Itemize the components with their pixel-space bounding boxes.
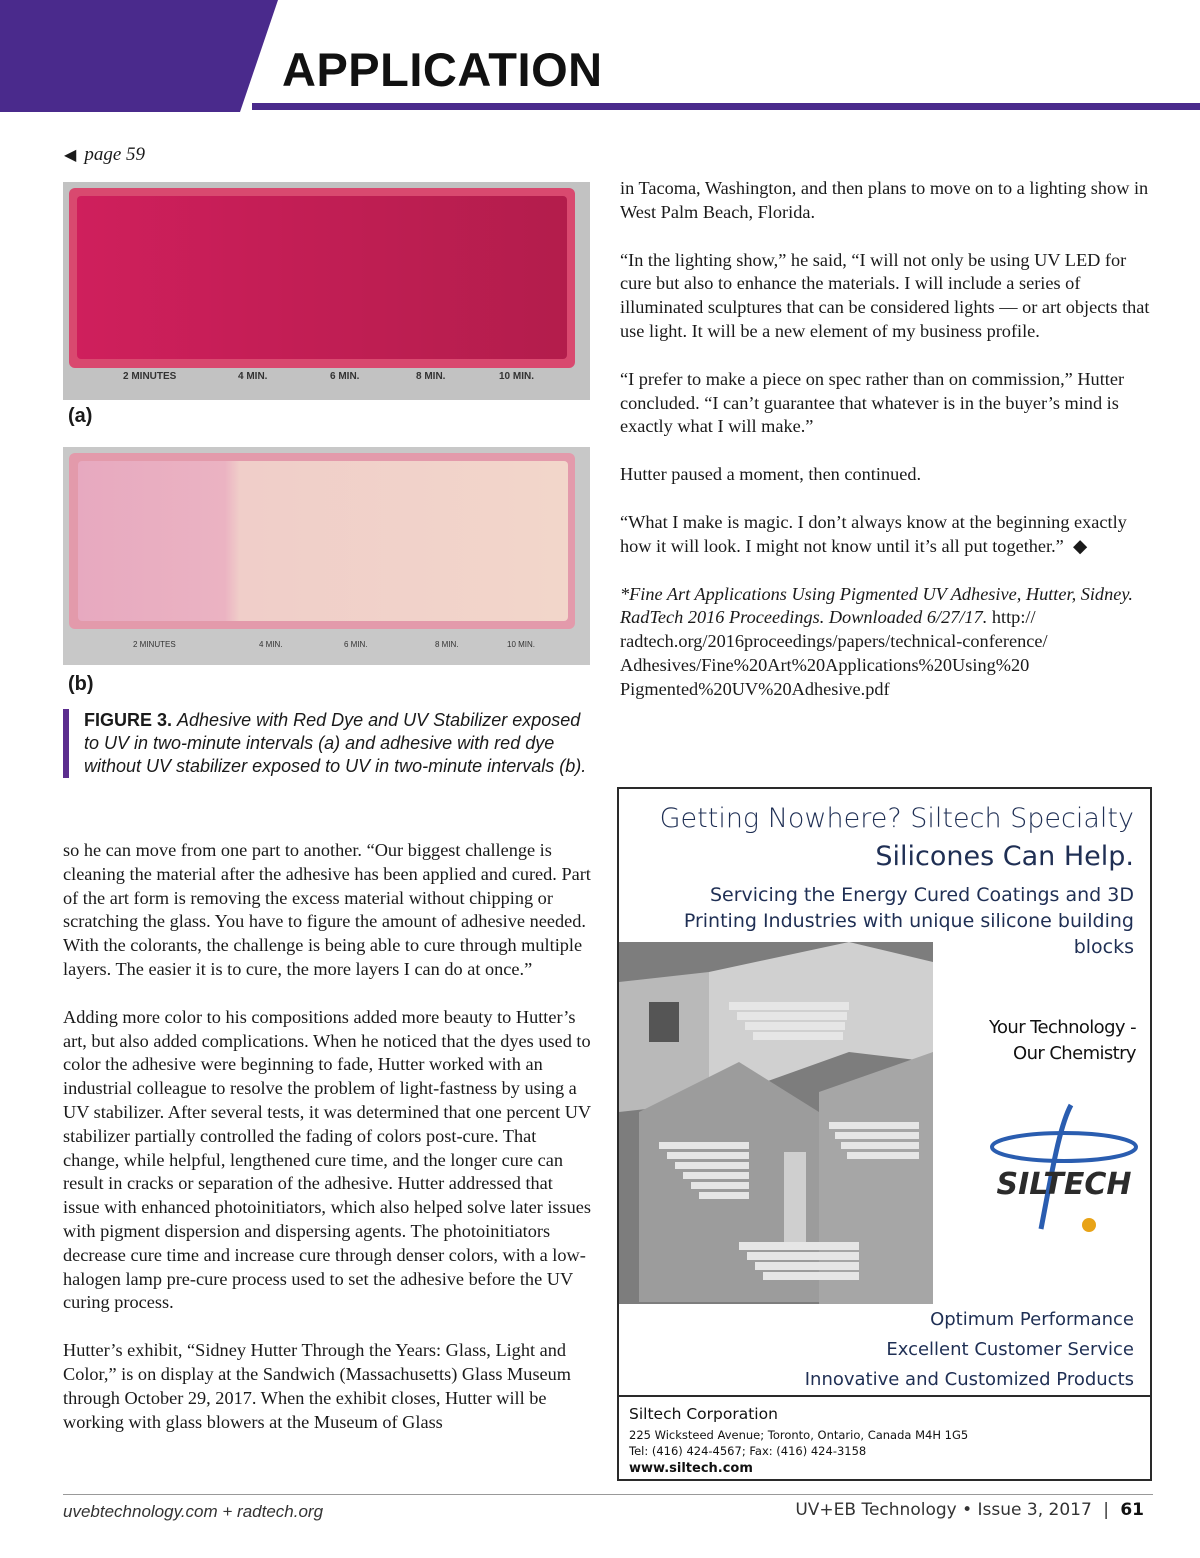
back-arrow-icon: ◀ xyxy=(64,147,77,164)
siltech-advertisement[interactable] xyxy=(617,787,1152,1481)
siltech-logo xyxy=(989,1097,1139,1237)
feature-item: Excellent Customer Service xyxy=(886,1339,1134,1360)
section-title: APPLICATION xyxy=(282,43,603,96)
footer-websites[interactable]: uvebtechnology.com + radtech.org xyxy=(63,1502,324,1521)
paragraph: so he can move from one part to another. “Our biggest challenge is cleaning the material after the adhesive has been applied and cured. Part of the art form is removing the excess material without chipping or scratching the glass. You have to figure the amount of adhesive needed. With the colorants, the challenge is being able to cure through multiple layers. The easier it is to cure, the more layers I can do at once.” xyxy=(63,840,591,979)
paragraph: Hutter paused a moment, then continued. xyxy=(620,464,922,485)
footer-publication xyxy=(795,1500,1144,1520)
footer-separator: | xyxy=(1103,1500,1109,1520)
ad-subhead: Servicing the Energy Cured Coatings and 3D Printing Industries with unique silicone building blocks xyxy=(683,884,1134,958)
company-name: Siltech Corporation xyxy=(629,1405,778,1423)
page-number: 61 xyxy=(1120,1500,1144,1520)
paragraph: “In the lighting show,” he said, “I will not only be using UV LED for cure but also to enhance the materials. I will include a series of illuminated sculptures that can be considered lights — or art objects that use light. It will be a new element of my business profile. xyxy=(620,249,1150,341)
footnote-url[interactable]: http:// radtech.org/2016proceedings/papers/technical-conference/ Adhesives/Fine%20Art%20Applications%20Using%20 Pigmented%20UV%20Adhesive.pdf xyxy=(620,607,1048,699)
figure-caption xyxy=(63,709,594,778)
paragraph: Hutter’s exhibit, “Sidney Hutter Through the Years: Glass, Light and Color,” is on display at the Sandwich (Massachusetts) Glass Museum through October 29, 2017. When the exhibit closes, Hutter will be working with glass blowers at the Museum of Glass xyxy=(63,1340,572,1432)
left-column xyxy=(63,839,593,1458)
right-column xyxy=(620,177,1155,726)
feature-item: Innovative and Customized Products xyxy=(804,1369,1134,1390)
paragraph xyxy=(620,511,1155,559)
footnote-citation: *Fine Art Applications Using Pigmented UV Adhesive, Hutter, Sidney. RadTech 2016 Proceedings. Downloaded 6/27/17. xyxy=(620,583,1133,628)
strip-labels-b: 2 MINUTES 4 MIN. 6 MIN. 8 MIN. 10 MIN. xyxy=(133,640,536,649)
caption-text: Adhesive with Red Dye and UV Stabilizer exposed to UV in two-minute intervals (a) and adhesive with red dye without UV stabilizer exposed to UV in two-minute intervals (b). xyxy=(84,710,587,776)
panel-b-label: (b) xyxy=(68,673,94,695)
quote-text: “What I make is magic. I don’t always know at the beginning exactly how it will look. I might not know until it’s all put together.” xyxy=(620,511,1127,556)
footnote xyxy=(620,583,1155,702)
figure-photo-a xyxy=(63,182,590,400)
company-phone: Tel: (416) 424-4567; Fax: (416) 424-3158 xyxy=(629,1444,867,1458)
continued-page: page 59 xyxy=(84,144,145,165)
end-mark-icon: ◆ xyxy=(1072,535,1088,556)
paragraph: Adding more color to his compositions added more beauty to Hutter’s art, but also added complications. When he noticed that the dyes used to color the adhesive were beginning to fade, Hutter worked with an industrial colleague to resolve the problem of light-fastness by using a UV stabilizer. After several tests, it was determined that one percent UV stabilizer partially controlled the fading of colors post-cure. That change, while helpful, lengthened cure time, and the longer cure can result in cracks or separation of the adhesive. Hutter addressed that issue with enhanced photoinitiators, which also helped solve later issues with pigment dispersion and dispersing agents. The photoinitiators decrease cure time and increase cure through denser colors, with a low-halogen lamp pre-cure process used to set the adhesive before the UV curing process. xyxy=(63,1006,592,1313)
ad-headline-2: Silicones Can Help. xyxy=(875,841,1134,872)
ad-headline: Getting Nowhere? Siltech Specialty xyxy=(659,803,1134,834)
ad-tagline: Your Technology - Our Chemistry xyxy=(989,1017,1136,1064)
paragraph: “I prefer to make a piece on spec rather than on commission,” Hutter concluded. “I can’t guarantee that whatever is in the buyer’s mind is exactly what I will make.” xyxy=(620,368,1125,437)
figure-photo-b xyxy=(63,447,590,665)
ad-contact-box xyxy=(619,1395,1150,1479)
feature-item: Optimum Performance xyxy=(930,1309,1134,1330)
logo-text: SILTECH xyxy=(996,1167,1132,1202)
paragraph: in Tacoma, Washington, and then plans to move on to a lighting show in West Palm Beach, Florida. xyxy=(620,178,1149,222)
company-website[interactable]: www.siltech.com xyxy=(629,1461,753,1476)
ad-features xyxy=(805,1305,1134,1395)
caption-label: FIGURE 3. xyxy=(84,710,173,730)
company-address: 225 Wicksteed Avenue; Toronto, Ontario, Canada M4H 1G5 xyxy=(629,1428,969,1442)
continued-from[interactable] xyxy=(64,144,145,166)
publication-name: UV+EB Technology • Issue 3, 2017 xyxy=(795,1500,1092,1520)
footer-rule xyxy=(63,1494,1153,1495)
escher-staircase-image xyxy=(619,942,933,1304)
panel-a-label: (a) xyxy=(68,405,93,427)
strip-labels-a: 2 MINUTES 4 MIN. 6 MIN. 8 MIN. 10 MIN. xyxy=(123,371,535,382)
